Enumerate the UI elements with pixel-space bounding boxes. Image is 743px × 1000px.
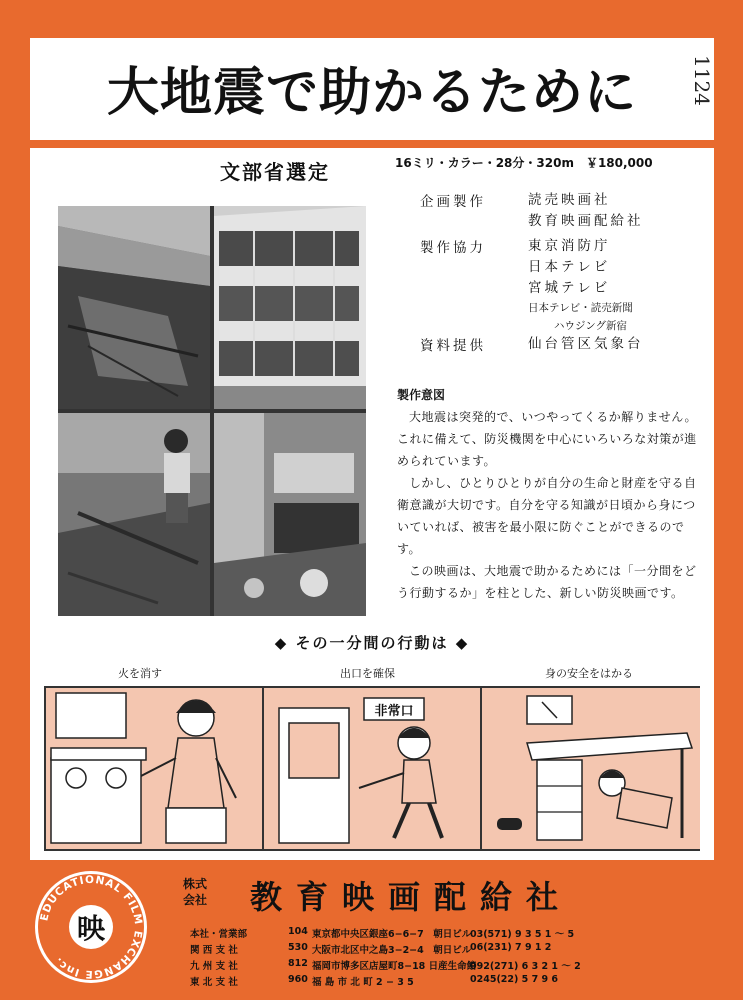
main-panel: [30, 148, 714, 860]
credit-role: 製作協力: [420, 240, 486, 256]
credit-name: 東京消防庁: [528, 238, 611, 254]
company-kind-line: 株式: [183, 877, 208, 891]
office-postal: 530: [288, 942, 308, 953]
office-phone: 092(271) 6 3 2 1 ～ 2: [470, 961, 581, 972]
office-address: 大阪市北区中之島3−2−4 朝日ビル: [312, 945, 472, 956]
office-name: 東 北 支 社: [190, 977, 238, 988]
company-logo: [32, 868, 150, 986]
office-name: 九 州 支 社: [190, 961, 238, 972]
exit-sign: 非常口: [374, 704, 414, 719]
office-name: 関 西 支 社: [190, 945, 238, 956]
selection-badge: 文部省選定: [220, 160, 330, 184]
credit-name-small: 日本テレビ・読売新聞: [528, 302, 633, 314]
office-postal: 104: [288, 926, 308, 937]
office-postal: 960: [288, 974, 308, 985]
credit-name: 読売映画社: [528, 192, 611, 208]
intent-paragraph: しかし、ひとりひとりが自分の生命と財産を守る自衛意識が大切です。自分を守る知識が日頃から身についていれば、被害を最小限に防ぐことができるのです。: [397, 476, 697, 556]
office-address: 福岡市博多区店屋町8−18 日産生命館: [312, 961, 477, 972]
cartoon-caption: 身の安全をはかる: [545, 667, 633, 680]
office-phone: 0245(22) 5 7 9 6: [470, 974, 559, 985]
cartoon-caption: 出口を確保: [340, 667, 395, 680]
cartoon-caption: 火を消す: [118, 667, 162, 680]
photo-damaged-building: [214, 206, 366, 409]
cartoon-secure-exit: [262, 688, 480, 849]
cartoon-put-out-fire: [46, 688, 262, 849]
credit-name: 教育映画配給社: [528, 213, 644, 229]
credit-name: 日本テレビ: [528, 259, 611, 275]
office-phone: 06(231) 7 9 1 2: [470, 942, 552, 953]
photo-fallen-room: [214, 413, 366, 616]
logo-ring-text: EDUCATIONAL FILM EXCHANGE Inc.: [38, 873, 145, 981]
credit-role: 資料提供: [420, 338, 486, 354]
intent-paragraph: 大地震は突発的で、いつやってくるか解りません。これに備えて、防災機関を中心にいろいろな対策が進められています。: [397, 410, 697, 468]
credit-name: 宮城テレビ: [528, 280, 611, 296]
intent-heading: 製作意図: [397, 388, 446, 402]
company-kind-line: 会社: [183, 893, 208, 907]
credit-role: 企画製作: [420, 194, 486, 210]
photo-collapsed-road: [58, 206, 210, 409]
handwritten-note: 1124: [690, 55, 714, 106]
company-name: 教育映画配給社: [250, 878, 573, 916]
film-specs: 16ミリ・カラー・28分・320m ￥180,000: [395, 156, 653, 170]
cartoon-take-cover: [480, 688, 700, 849]
one-minute-heading: ◆ その一分間の行動は ◆: [274, 634, 470, 652]
company-kind: [183, 876, 207, 908]
office-address: 福 島 市 北 町 2 − 3 5: [312, 977, 414, 988]
cartoon-strip: [44, 686, 700, 851]
office-phone: 03(571) 9 3 5 1 ～ 5: [470, 929, 575, 940]
photo-woman-rubble: [58, 413, 210, 616]
credit-name: 仙台管区気象台: [528, 336, 644, 352]
photo-collage: [58, 206, 366, 616]
office-address: 東京都中央区銀座6−6−7 朝日ビル: [312, 929, 472, 940]
credit-name-small: ハウジング新宿: [554, 320, 628, 332]
title-box: [30, 38, 714, 140]
intent-text: [397, 406, 702, 604]
intent-paragraph: この映画は、大地震で助かるためには「一分間をどう行動するか」を柱とした、新しい防災映画です。: [397, 564, 697, 600]
office-name: 本社・営業部: [190, 929, 248, 940]
page-title: 大地震で助かるために: [106, 63, 637, 123]
logo-center-glyph: 映: [76, 912, 106, 945]
office-postal: 812: [288, 958, 308, 969]
